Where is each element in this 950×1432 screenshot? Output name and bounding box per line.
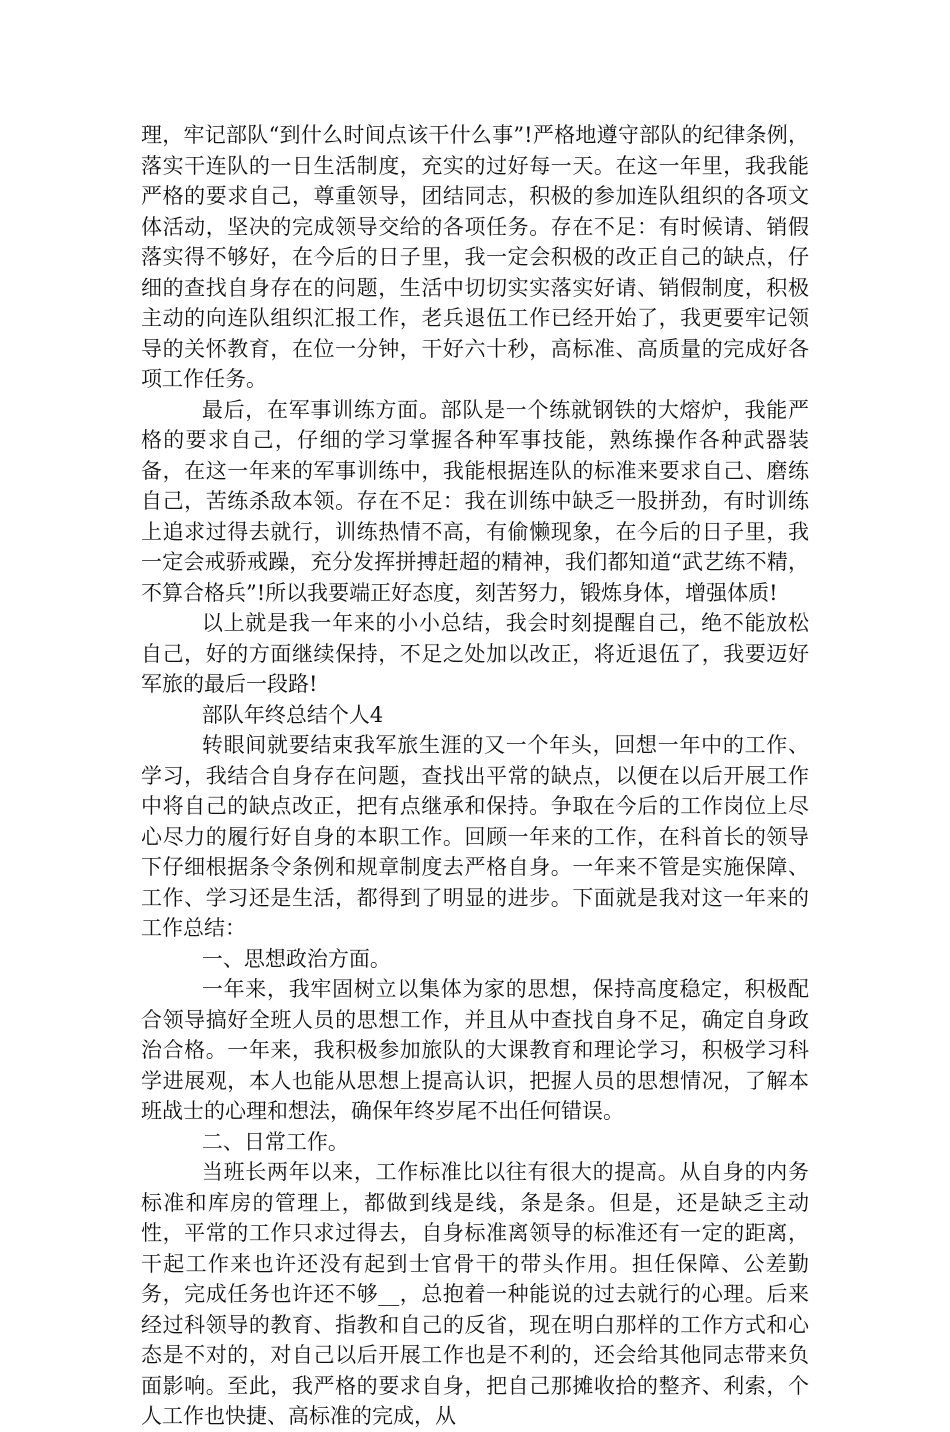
paragraph-political: 一年来，我牢固树立以集体为家的思想，保持高度稳定，积极配合领导搞好全班人员的思想工作，并且从中查找自身不足，确定自身政治合格。一年来，我积极参加旅队的大课教育和理论学习，积极学习科学进展观，本人也能从思想上提高认识，把握人员的思想情况，了解本班战士的心理和想法，确保年终岁尾不出任何错误。 (141, 977, 809, 1123)
paragraph-daily-work: 当班长两年以来，工作标准比以往有很大的提高。从自身的内务标准和库房的管理上，都做到线是线，条是条。但是，还是缺乏主动性，平常的工作只求过得去，自身标准离领导的标准还有一定的距离，干起工作来也许还没有起到士官骨干的带头作用。担任保障、公差勤务，完成任务也许还不够__，总抱着一种能说的过去就行的心理。后来经过科领导的教育、指教和自己的反省，现在明白那样的工作方式和心态是不对的，对自己以后开展工作也是不利的，还会给其他同志带来负面影响。至此，我严格的要求自身，把自己那摊收拾的整齐、利索，个人工作也快捷、高标准的完成，从 (141, 1160, 809, 1428)
section-heading-political: 一、思想政治方面。 (201, 946, 391, 971)
paragraph-military-training: 最后，在军事训练方面。部队是一个练就钢铁的大熔炉，我能严格的要求自己，仔细的学习掌握各种军事技能，熟练操作各种武器装备，在这一年来的军事训练中，我能根据连队的标准来要求自己、磨练自己，苦练杀敌本领。存在不足：我在训练中缺乏一股拼劲，有时训练上追求过得去就行，训练热情不高，有偷懒现象，在今后的日子里，我一定会戒骄戒躁，充分发挥拼搏赶超的精神，我们都知道“武艺练不精，不算合格兵”!所以我要端正好态度，刻苦努力，锻炼身体，增强体质! (141, 397, 809, 605)
paragraph-continuation: 理，牢记部队“到什么时间点该干什么事”!严格地遵守部队的纪律条例，落实干连队的一日生活制度，充实的过好每一天。在这一年里，我我能严格的要求自己，尊重领导，团结同志，积极的参加连队组织的各项文体活动，坚决的完成领导交给的各项任务。存在不足：有时候请、销假落实得不够好，在今后的日子里，我一定会积极的改正自己的缺点，仔细的查找自身存在的问题，生活中切切实实落实好请、销假制度，积极主动的向连队组织汇报工作，老兵退伍工作已经开始了，我更要牢记领导的关怀教育，在位一分钟，干好六十秒，高标准、高质量的完成好各项工作任务。 (141, 123, 809, 391)
document-body (141, 120, 809, 1432)
paragraph-summary: 以上就是我一年来的小小总结，我会时刻提醒自己，绝不能放松自己，好的方面继续保持，不足之处加以改正，将近退伍了，我要迈好军旅的最后一段路! (141, 611, 809, 696)
paragraph-intro: 转眼间就要结束我军旅生涯的又一个年头，回想一年中的工作、学习，我结合自身存在问题，查找出平常的缺点，以便在以后开展工作中将自己的缺点改正，把有点继承和保持。争取在今后的工作岗位上尽心尽力的履行好自身的本职工作。回顾一年来的工作，在科首长的领导下仔细根据条令条例和规章制度去严格自身。一年来不管是实施保障、工作、学习还是生活，都得到了明显的进步。下面就是我对这一年来的工作总结： (141, 733, 809, 940)
section-heading-daily-work: 二、日常工作。 (201, 1129, 349, 1154)
section-title: 部队年终总结个人4 (201, 702, 384, 727)
